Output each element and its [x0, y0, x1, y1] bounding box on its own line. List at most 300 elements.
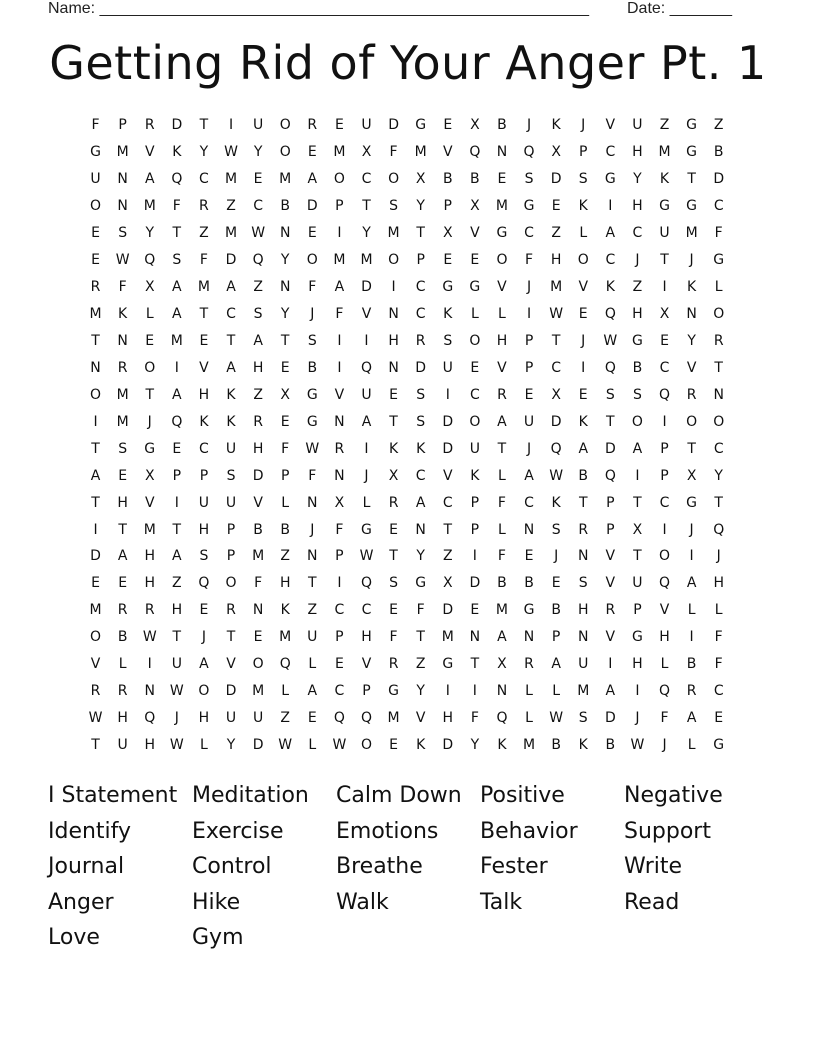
grid-letter[interactable]: W [603, 332, 618, 349]
grid-letter[interactable]: E [307, 144, 317, 161]
grid-letter[interactable]: I [174, 494, 179, 511]
grid-letter[interactable]: M [495, 198, 508, 215]
grid-letter[interactable]: F [714, 629, 723, 646]
grid-letter[interactable]: E [524, 548, 534, 565]
grid-letter[interactable]: W [251, 225, 266, 242]
grid-letter[interactable]: G [659, 198, 670, 215]
grid-letter[interactable]: A [226, 279, 236, 296]
grid-letter[interactable]: Y [280, 306, 290, 323]
grid-letter[interactable]: B [551, 737, 561, 754]
grid-letter[interactable]: O [469, 413, 481, 430]
grid-letter[interactable]: E [578, 386, 588, 403]
grid-letter[interactable]: X [632, 521, 643, 538]
grid-letter[interactable]: T [497, 440, 507, 457]
grid-letter[interactable]: E [443, 117, 453, 134]
grid-letter[interactable]: V [144, 494, 155, 511]
grid-letter[interactable]: D [442, 602, 454, 619]
grid-letter[interactable]: L [308, 656, 317, 673]
grid-letter[interactable]: W [549, 710, 564, 727]
grid-letter[interactable]: P [470, 494, 480, 511]
grid-letter[interactable]: L [525, 683, 533, 700]
grid-letter[interactable]: G [523, 198, 535, 215]
grid-letter[interactable]: I [472, 683, 477, 700]
grid-letter[interactable]: G [442, 656, 454, 673]
grid-letter[interactable]: H [144, 737, 155, 754]
grid-letter[interactable]: S [416, 386, 426, 403]
grid-letter[interactable]: I [147, 656, 152, 673]
grid-letter[interactable]: W [549, 467, 564, 484]
grid-letter[interactable]: U [225, 494, 237, 511]
grid-letter[interactable]: T [633, 548, 642, 565]
grid-letter[interactable]: V [497, 359, 507, 376]
grid-letter[interactable]: B [578, 467, 589, 484]
grid-letter[interactable]: I [364, 440, 369, 457]
grid-letter[interactable]: T [687, 440, 696, 457]
grid-letter[interactable]: H [144, 548, 155, 565]
grid-letter[interactable]: X [334, 494, 345, 511]
grid-letter[interactable]: W [142, 629, 157, 646]
grid-letter[interactable]: D [306, 198, 318, 215]
grid-letter[interactable]: T [172, 629, 182, 646]
grid-letter[interactable]: O [686, 413, 698, 430]
grid-letter[interactable]: Y [145, 225, 155, 242]
grid-letter[interactable]: A [117, 548, 128, 565]
grid-letter[interactable]: O [333, 171, 345, 188]
grid-letter[interactable]: R [307, 117, 318, 134]
grid-letter[interactable]: Q [144, 710, 156, 727]
grid-letter[interactable]: M [89, 602, 102, 619]
grid-letter[interactable]: S [443, 332, 453, 349]
grid-letter[interactable]: Q [659, 575, 671, 592]
grid-letter[interactable]: L [552, 683, 561, 700]
grid-letter[interactable]: P [660, 440, 669, 457]
grid-letter[interactable]: E [334, 117, 344, 134]
grid-letter[interactable]: I [608, 656, 613, 673]
grid-letter[interactable]: C [632, 225, 643, 242]
grid-letter[interactable]: T [389, 548, 398, 565]
grid-letter[interactable]: N [117, 332, 128, 349]
grid-letter[interactable]: P [579, 144, 588, 161]
grid-letter[interactable]: N [496, 144, 508, 161]
grid-letter[interactable]: F [389, 629, 398, 646]
grid-letter[interactable]: T [172, 225, 182, 242]
grid-letter[interactable]: Z [307, 602, 318, 619]
grid-letter[interactable]: S [578, 710, 588, 727]
grid-letter[interactable]: E [172, 440, 182, 457]
grid-letter[interactable]: H [144, 575, 155, 592]
grid-letter[interactable]: T [606, 413, 615, 430]
grid-letter[interactable]: Z [442, 548, 453, 565]
grid-letter[interactable]: M [224, 171, 238, 188]
grid-letter[interactable]: E [578, 306, 588, 323]
grid-letter[interactable]: L [714, 602, 723, 619]
grid-letter[interactable]: M [387, 710, 400, 727]
grid-letter[interactable]: D [469, 575, 481, 592]
grid-letter[interactable]: N [523, 521, 535, 538]
grid-letter[interactable]: A [578, 440, 589, 457]
grid-letter[interactable]: E [91, 575, 100, 592]
grid-letter[interactable]: D [442, 413, 454, 430]
grid-letter[interactable]: I [662, 413, 667, 430]
grid-letter[interactable]: E [307, 225, 317, 242]
grid-letter[interactable]: M [279, 629, 292, 646]
grid-letter[interactable]: Q [523, 144, 535, 161]
grid-letter[interactable]: I [689, 629, 694, 646]
grid-letter[interactable]: C [199, 440, 209, 457]
grid-letter[interactable]: H [279, 575, 291, 592]
grid-letter[interactable]: Q [279, 656, 291, 673]
grid-letter[interactable]: G [686, 494, 698, 511]
grid-letter[interactable]: T [308, 575, 317, 592]
grid-letter[interactable]: I [662, 279, 667, 296]
grid-letter[interactable]: E [470, 359, 480, 376]
grid-letter[interactable]: L [660, 656, 669, 673]
grid-letter[interactable]: O [631, 413, 643, 430]
grid-letter[interactable]: Q [333, 710, 345, 727]
grid-letter[interactable]: T [687, 171, 696, 188]
grid-letter[interactable]: C [442, 494, 453, 511]
grid-letter[interactable]: Z [551, 225, 561, 242]
grid-letter[interactable]: Q [171, 413, 183, 430]
grid-letter[interactable]: R [686, 386, 697, 403]
grid-letter[interactable]: M [658, 144, 671, 161]
grid-letter[interactable]: A [551, 656, 561, 673]
grid-letter[interactable]: O [388, 252, 400, 269]
grid-letter[interactable]: D [225, 252, 237, 269]
grid-letter[interactable]: L [470, 306, 479, 323]
grid-letter[interactable]: U [171, 656, 182, 673]
grid-letter[interactable]: D [252, 467, 264, 484]
grid-letter[interactable]: S [605, 386, 615, 403]
grid-letter[interactable]: H [632, 198, 643, 215]
grid-letter[interactable]: Z [253, 386, 263, 403]
grid-letter[interactable]: M [224, 225, 238, 242]
grid-letter[interactable]: S [253, 306, 263, 323]
grid-letter[interactable]: O [279, 144, 291, 161]
grid-letter[interactable]: G [523, 602, 535, 619]
grid-letter[interactable]: M [333, 144, 346, 161]
grid-letter[interactable]: E [280, 413, 290, 430]
grid-letter[interactable]: M [252, 683, 265, 700]
grid-letter[interactable]: E [389, 386, 398, 403]
grid-letter[interactable]: Q [469, 144, 481, 161]
grid-letter[interactable]: O [198, 683, 210, 700]
grid-letter[interactable]: A [172, 548, 182, 565]
grid-letter[interactable]: C [334, 602, 345, 619]
grid-letter[interactable]: U [361, 117, 372, 134]
grid-letter[interactable]: C [524, 494, 534, 511]
grid-letter[interactable]: E [389, 737, 398, 754]
grid-letter[interactable]: T [470, 656, 480, 673]
grid-letter[interactable]: M [89, 306, 102, 323]
grid-letter[interactable]: D [550, 171, 562, 188]
grid-letter[interactable]: Q [659, 386, 671, 403]
grid-letter[interactable]: F [199, 252, 208, 269]
grid-letter[interactable]: T [172, 521, 182, 538]
grid-letter[interactable]: H [198, 521, 210, 538]
grid-letter[interactable]: F [335, 306, 344, 323]
grid-letter[interactable]: C [361, 171, 372, 188]
grid-letter[interactable]: T [91, 440, 100, 457]
grid-letter[interactable]: O [306, 252, 318, 269]
grid-letter[interactable]: Q [360, 359, 372, 376]
grid-letter[interactable]: M [495, 602, 508, 619]
grid-letter[interactable]: E [307, 710, 317, 727]
grid-letter[interactable]: K [578, 413, 588, 430]
grid-letter[interactable]: K [226, 386, 236, 403]
grid-letter[interactable]: Y [470, 737, 480, 754]
grid-letter[interactable]: M [387, 225, 400, 242]
grid-letter[interactable]: N [713, 386, 724, 403]
grid-letter[interactable]: I [337, 225, 342, 242]
grid-letter[interactable]: S [118, 440, 128, 457]
grid-letter[interactable]: K [497, 737, 507, 754]
grid-letter[interactable]: O [659, 548, 671, 565]
grid-letter[interactable]: S [551, 521, 561, 538]
grid-letter[interactable]: I [337, 575, 342, 592]
grid-letter[interactable]: V [659, 602, 670, 619]
grid-letter[interactable]: Q [171, 171, 183, 188]
grid-letter[interactable]: T [362, 198, 371, 215]
grid-letter[interactable]: L [145, 306, 154, 323]
grid-letter[interactable]: A [226, 359, 236, 376]
grid-letter[interactable]: M [333, 252, 346, 269]
grid-letter[interactable]: L [714, 279, 723, 296]
grid-letter[interactable]: M [252, 548, 265, 565]
grid-letter[interactable]: N [577, 629, 589, 646]
grid-letter[interactable]: I [581, 359, 586, 376]
grid-letter[interactable]: N [117, 171, 128, 188]
grid-letter[interactable]: E [389, 602, 398, 619]
grid-letter[interactable]: J [554, 548, 559, 565]
grid-letter[interactable]: I [391, 279, 396, 296]
grid-letter[interactable]: B [497, 575, 507, 592]
grid-letter[interactable]: O [713, 413, 725, 430]
grid-letter[interactable]: R [253, 413, 263, 430]
grid-letter[interactable]: T [226, 332, 236, 349]
grid-letter[interactable]: U [578, 656, 589, 673]
grid-letter[interactable]: Q [496, 710, 508, 727]
grid-letter[interactable]: I [337, 332, 342, 349]
grid-letter[interactable]: E [660, 332, 669, 349]
grid-letter[interactable]: S [578, 575, 588, 592]
grid-letter[interactable]: A [172, 386, 182, 403]
grid-letter[interactable]: B [117, 629, 128, 646]
grid-letter[interactable]: R [713, 332, 724, 349]
grid-letter[interactable]: D [415, 359, 427, 376]
grid-letter[interactable]: I [689, 548, 694, 565]
grid-letter[interactable]: V [442, 467, 453, 484]
grid-letter[interactable]: T [578, 494, 588, 511]
grid-letter[interactable]: Y [416, 683, 425, 700]
grid-letter[interactable]: L [281, 683, 290, 700]
grid-letter[interactable]: Q [713, 521, 725, 538]
grid-letter[interactable]: E [497, 171, 507, 188]
grid-letter[interactable]: O [469, 332, 481, 349]
grid-letter[interactable]: E [524, 386, 534, 403]
grid-letter[interactable]: V [361, 306, 372, 323]
grid-letter[interactable]: M [197, 279, 210, 296]
grid-letter[interactable]: W [278, 737, 293, 754]
grid-letter[interactable]: H [171, 602, 183, 619]
grid-letter[interactable]: A [253, 332, 263, 349]
grid-letter[interactable]: V [686, 359, 697, 376]
grid-letter[interactable]: F [389, 144, 398, 161]
grid-letter[interactable]: I [174, 359, 179, 376]
grid-letter[interactable]: A [686, 710, 697, 727]
grid-letter[interactable]: N [686, 306, 697, 323]
grid-letter[interactable]: L [200, 737, 208, 754]
grid-letter[interactable]: Q [604, 306, 616, 323]
grid-letter[interactable]: P [335, 548, 344, 565]
grid-letter[interactable]: K [659, 171, 670, 188]
grid-letter[interactable]: G [686, 144, 698, 161]
grid-letter[interactable]: M [360, 252, 373, 269]
grid-letter[interactable]: V [253, 494, 263, 511]
grid-letter[interactable]: P [606, 521, 615, 538]
grid-letter[interactable]: G [469, 279, 481, 296]
grid-letter[interactable]: B [605, 737, 616, 754]
grid-letter[interactable]: C [551, 359, 562, 376]
grid-letter[interactable]: E [199, 602, 209, 619]
grid-letter[interactable]: J [201, 629, 206, 646]
grid-letter[interactable]: C [415, 279, 426, 296]
grid-letter[interactable]: D [604, 440, 616, 457]
grid-letter[interactable]: H [388, 332, 399, 349]
grid-letter[interactable]: M [279, 171, 292, 188]
grid-letter[interactable]: K [416, 440, 426, 457]
grid-letter[interactable]: E [551, 575, 561, 592]
grid-letter[interactable]: A [632, 440, 643, 457]
grid-letter[interactable]: N [388, 359, 399, 376]
grid-letter[interactable]: C [199, 171, 209, 188]
grid-letter[interactable]: P [524, 332, 534, 349]
grid-letter[interactable]: X [144, 467, 155, 484]
grid-letter[interactable]: C [361, 602, 372, 619]
grid-letter[interactable]: P [226, 548, 236, 565]
grid-letter[interactable]: V [442, 144, 453, 161]
grid-letter[interactable]: A [307, 171, 318, 188]
grid-letter[interactable]: C [253, 198, 263, 215]
grid-letter[interactable]: B [524, 575, 534, 592]
grid-letter[interactable]: P [172, 467, 182, 484]
grid-letter[interactable]: P [524, 359, 534, 376]
grid-letter[interactable]: A [199, 656, 209, 673]
grid-letter[interactable]: C [713, 440, 724, 457]
grid-letter[interactable]: E [118, 575, 128, 592]
grid-letter[interactable]: Z [415, 656, 426, 673]
grid-letter[interactable]: K [172, 144, 182, 161]
grid-letter[interactable]: B [470, 171, 480, 188]
grid-letter[interactable]: J [147, 413, 152, 430]
grid-letter[interactable]: D [90, 548, 101, 565]
grid-letter[interactable]: P [280, 467, 290, 484]
grid-letter[interactable]: T [389, 413, 398, 430]
grid-letter[interactable]: L [118, 656, 127, 673]
grid-letter[interactable]: A [172, 279, 182, 296]
grid-letter[interactable]: K [578, 198, 588, 215]
grid-letter[interactable]: P [199, 467, 209, 484]
grid-letter[interactable]: V [90, 656, 101, 673]
grid-letter[interactable]: W [305, 440, 320, 457]
grid-letter[interactable]: B [632, 359, 643, 376]
grid-letter[interactable]: V [199, 359, 209, 376]
grid-letter[interactable]: U [632, 117, 643, 134]
grid-letter[interactable]: V [605, 117, 616, 134]
grid-letter[interactable]: H [632, 144, 643, 161]
grid-letter[interactable]: O [388, 171, 400, 188]
grid-letter[interactable]: B [497, 117, 507, 134]
grid-letter[interactable]: D [550, 413, 562, 430]
grid-letter[interactable]: R [388, 494, 399, 511]
grid-letter[interactable]: A [172, 306, 182, 323]
grid-letter[interactable]: U [307, 629, 318, 646]
grid-letter[interactable]: R [605, 602, 616, 619]
grid-letter[interactable]: F [91, 117, 100, 134]
grid-letter[interactable]: X [442, 575, 453, 592]
grid-letter[interactable]: D [171, 117, 183, 134]
grid-letter[interactable]: I [364, 332, 369, 349]
grid-letter[interactable]: X [144, 279, 155, 296]
grid-letter[interactable]: G [306, 386, 318, 403]
grid-letter[interactable]: L [281, 494, 290, 511]
grid-letter[interactable]: R [199, 198, 209, 215]
grid-letter[interactable]: E [91, 252, 100, 269]
grid-letter[interactable]: W [169, 683, 184, 700]
grid-letter[interactable]: P [551, 629, 561, 646]
grid-letter[interactable]: Z [172, 575, 182, 592]
grid-letter[interactable]: M [577, 683, 590, 700]
grid-letter[interactable]: F [525, 252, 534, 269]
grid-letter[interactable]: K [199, 413, 209, 430]
grid-letter[interactable]: M [523, 737, 536, 754]
grid-letter[interactable]: X [497, 656, 507, 673]
grid-letter[interactable]: T [443, 521, 453, 538]
grid-letter[interactable]: W [115, 252, 130, 269]
grid-letter[interactable]: K [118, 306, 128, 323]
grid-letter[interactable]: Y [633, 171, 642, 188]
grid-letter[interactable]: K [687, 279, 697, 296]
grid-letter[interactable]: E [470, 602, 480, 619]
grid-letter[interactable]: S [226, 467, 236, 484]
grid-letter[interactable]: F [118, 279, 127, 296]
grid-letter[interactable]: I [445, 683, 450, 700]
grid-letter[interactable]: J [526, 279, 532, 296]
grid-letter[interactable]: N [496, 683, 508, 700]
grid-letter[interactable]: R [497, 386, 507, 403]
grid-letter[interactable]: S [524, 171, 534, 188]
grid-letter[interactable]: J [174, 710, 179, 727]
grid-letter[interactable]: G [388, 683, 399, 700]
grid-letter[interactable]: F [172, 198, 181, 215]
grid-letter[interactable]: D [252, 737, 264, 754]
grid-letter[interactable]: J [635, 710, 640, 727]
grid-letter[interactable]: J [662, 737, 667, 754]
grid-letter[interactable]: O [279, 117, 291, 134]
grid-letter[interactable]: A [605, 683, 616, 700]
grid-letter[interactable]: R [90, 683, 101, 700]
grid-letter[interactable]: T [199, 117, 209, 134]
grid-letter[interactable]: J [716, 548, 721, 565]
grid-letter[interactable]: A [605, 225, 616, 242]
grid-letter[interactable]: R [226, 602, 236, 619]
grid-letter[interactable]: T [226, 629, 236, 646]
grid-letter[interactable]: T [660, 252, 669, 269]
grid-letter[interactable]: Q [360, 575, 372, 592]
grid-letter[interactable]: W [224, 144, 238, 161]
grid-letter[interactable]: H [361, 629, 372, 646]
grid-letter[interactable]: I [93, 521, 98, 538]
